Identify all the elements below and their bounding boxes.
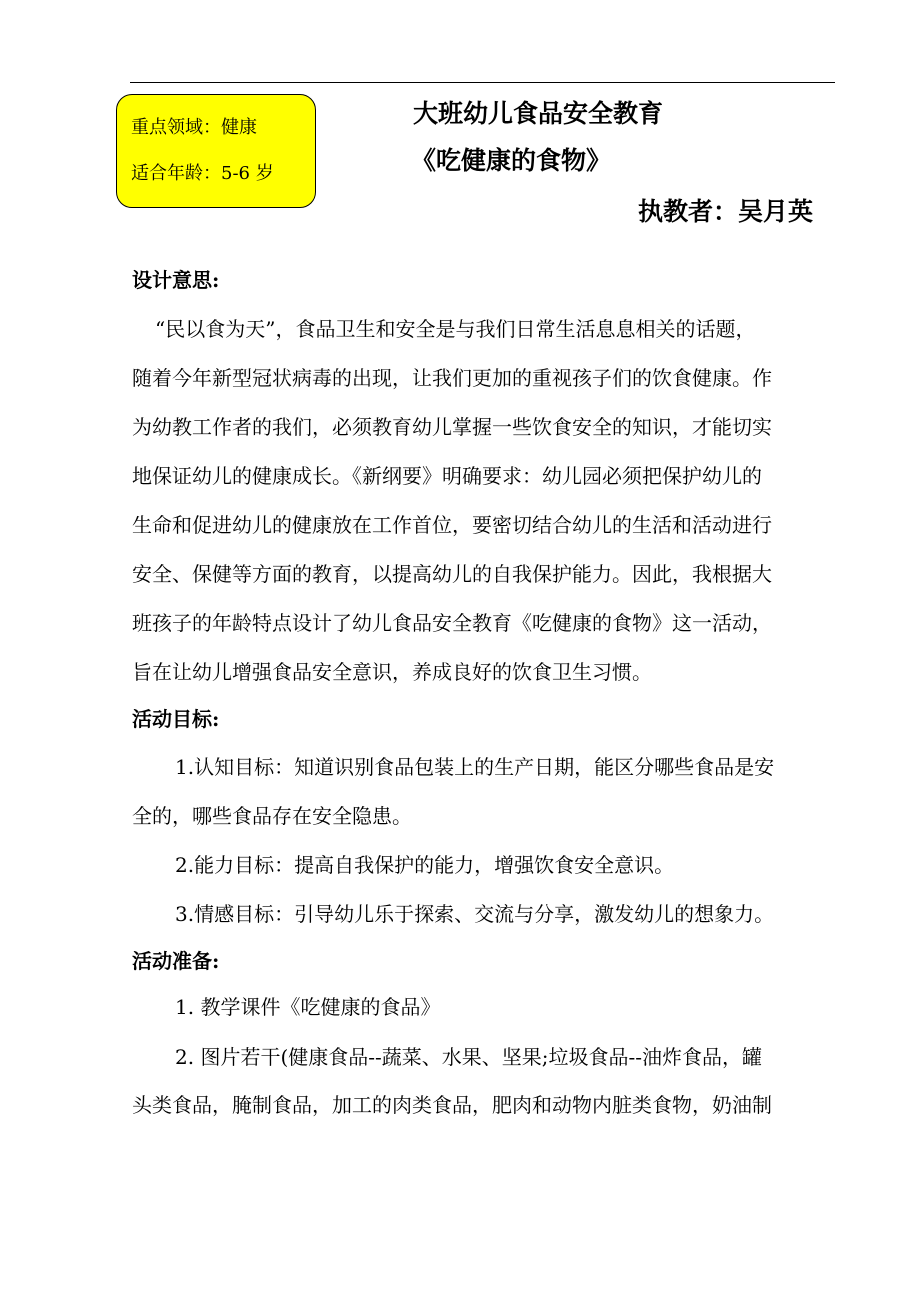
paragraph-line: 为幼教工作者的我们，必须教育幼儿掌握一些饮食安全的知识，才能切实 <box>132 415 772 439</box>
teacher-name: 执教者：吴月英 <box>638 197 814 226</box>
info-box <box>116 94 316 208</box>
paragraph-line: 班孩子的年龄特点设计了幼儿食品安全教育《吃健康的食物》这一活动， <box>132 611 772 635</box>
focus-area-label: 重点领域：健康 <box>131 117 257 138</box>
document-title: 大班幼儿食品安全教育 <box>413 99 664 128</box>
paragraph-line: 随着今年新型冠状病毒的出现，让我们更加的重视孩子们的饮食健康。作 <box>132 366 772 390</box>
paragraph-line: 地保证幼儿的健康成长。《新纲要》明确要求：幼儿园必须把保护幼儿的 <box>132 464 762 488</box>
header-rule <box>130 82 835 83</box>
paragraph-line: 安全、保健等方面的教育，以提高幼儿的自我保护能力。因此，我根据大 <box>132 562 772 586</box>
preparation-line: 1. 教学课件《吃健康的食品》 <box>175 995 441 1019</box>
goal-line: 3.情感目标：引导幼儿乐于探索、交流与分享，激发幼儿的想象力。 <box>175 902 775 926</box>
goal-line: 1.认知目标：知道识别食品包装上的生产日期，能区分哪些食品是安 <box>175 755 775 779</box>
age-range-label: 适合年龄：5-6 岁 <box>131 163 274 184</box>
goal-line: 全的，哪些食品存在安全隐患。 <box>132 804 412 828</box>
document-subtitle: 《吃健康的食物》 <box>411 146 612 175</box>
paragraph-line: 旨在让幼儿增强食品安全意识，养成良好的饮食卫生习惯。 <box>132 660 652 684</box>
section-heading-design: 设计意思: <box>132 268 220 292</box>
preparation-line: 2. 图片若干(健康食品--蔬菜、水果、坚果;垃圾食品--油炸食品，罐 <box>175 1045 763 1069</box>
paragraph-line: 生命和促进幼儿的健康放在工作首位，要密切结合幼儿的生活和活动进行 <box>132 513 772 537</box>
goal-line: 2.能力目标：提高自我保护的能力，增强饮食安全意识。 <box>175 853 675 877</box>
section-heading-preparation: 活动准备: <box>132 949 220 973</box>
paragraph-line: “民以食为天”，食品卫生和安全是与我们日常生活息息相关的话题， <box>155 317 756 341</box>
preparation-line: 头类食品，腌制食品，加工的肉类食品，肥肉和动物内脏类食物，奶油制 <box>132 1093 772 1117</box>
section-heading-goals: 活动目标: <box>132 707 220 731</box>
